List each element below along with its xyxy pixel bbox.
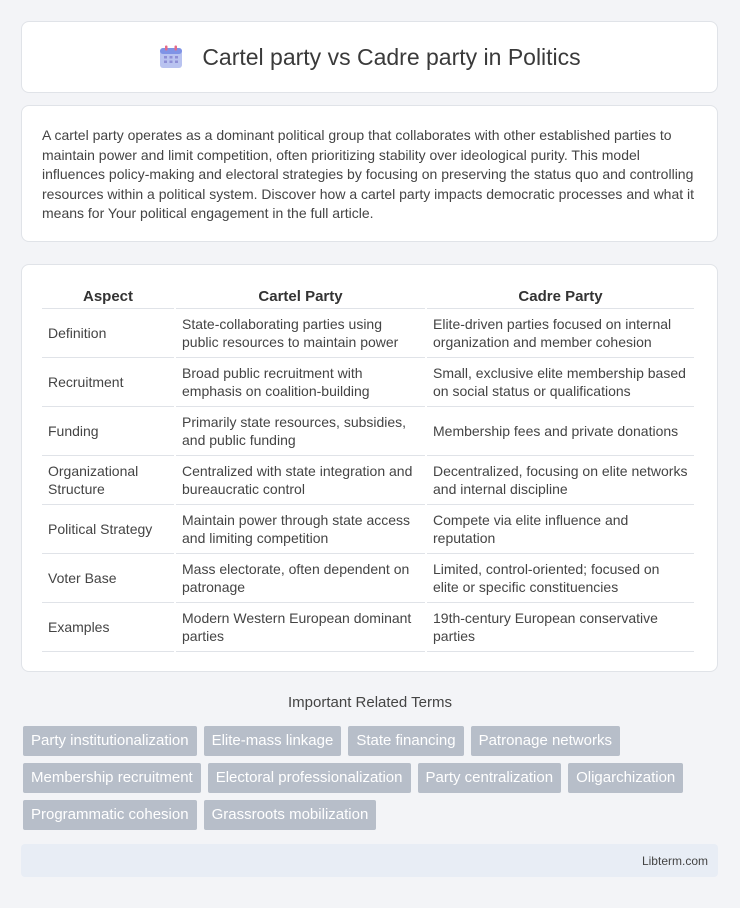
row-cartel: Primarily state resources, subsidies, and public funding [176, 407, 425, 456]
row-cartel: Modern Western European dominant parties [176, 603, 425, 652]
comparison-table [40, 281, 696, 652]
tag-oligarchization[interactable]: Oligarchization [568, 763, 683, 793]
row-aspect: Organizational Structure [42, 456, 174, 505]
related-terms-tags [23, 726, 703, 830]
tag-party-centralization[interactable]: Party centralization [418, 763, 562, 793]
tag-electoral-professionalization[interactable]: Electoral professionalization [208, 763, 411, 793]
table-row [42, 309, 694, 358]
page-title: Cartel party vs Cadre party in Politics [202, 43, 581, 70]
footer-site-link[interactable]: Libterm.com [641, 853, 708, 868]
table-row [42, 505, 694, 554]
title-card [21, 21, 718, 93]
row-cartel: Centralized with state integration and bureaucratic control [176, 456, 425, 505]
tag-patronage-networks[interactable]: Patronage networks [471, 726, 620, 756]
header-cartel-party: Cartel Party [176, 281, 425, 309]
table-header-row [42, 281, 694, 309]
row-cadre: 19th-century European conservative parties [427, 603, 694, 652]
row-cartel: Broad public recruitment with emphasis on coalition-building [176, 358, 425, 407]
tag-programmatic-cohesion[interactable]: Programmatic cohesion [23, 800, 197, 830]
row-cadre: Membership fees and private donations [427, 407, 694, 456]
footer [21, 844, 718, 877]
row-aspect: Examples [42, 603, 174, 652]
tag-elite-mass-linkage[interactable]: Elite-mass linkage [204, 726, 342, 756]
table-row [42, 603, 694, 652]
tag-grassroots-mobilization[interactable]: Grassroots mobilization [204, 800, 377, 830]
tag-party-institutionalization[interactable]: Party institutionalization [23, 726, 197, 756]
row-aspect: Political Strategy [42, 505, 174, 554]
table-row [42, 554, 694, 603]
row-cartel: Maintain power through state access and limiting competition [176, 505, 425, 554]
tag-membership-recruitment[interactable]: Membership recruitment [23, 763, 201, 793]
related-terms-title: Important Related Terms [288, 694, 452, 711]
row-cadre: Limited, control-oriented; focused on elite or specific constituencies [427, 554, 694, 603]
row-aspect: Definition [42, 309, 174, 358]
intro-card [21, 105, 718, 242]
row-cadre: Elite-driven parties focused on internal organization and member cohesion [427, 309, 694, 358]
row-cadre: Decentralized, focusing on elite networks and internal discipline [427, 456, 694, 505]
header-cadre-party: Cadre Party [427, 281, 694, 309]
row-aspect: Recruitment [42, 358, 174, 407]
row-aspect: Funding [42, 407, 174, 456]
table-row [42, 456, 694, 505]
comparison-table-card [21, 264, 718, 672]
table-row [42, 407, 694, 456]
table-row [42, 358, 694, 407]
header-aspect: Aspect [42, 281, 174, 309]
row-cartel: Mass electorate, often dependent on patronage [176, 554, 425, 603]
row-aspect: Voter Base [42, 554, 174, 603]
row-cadre: Compete via elite influence and reputation [427, 505, 694, 554]
calendar-icon [158, 44, 184, 70]
tag-state-financing[interactable]: State financing [348, 726, 463, 756]
intro-text: A cartel party operates as a dominant political group that collaborates with other established parties to maintain power and limit competition, often prioritizing stability over ideological purity. This model influences policy-making and electoral strategies by focusing on preserving the status quo and controlling resources within a political system. Discover how a cartel party impacts democratic processes and what it means for Your political engagement in the full article. [42, 127, 695, 221]
row-cadre: Small, exclusive elite membership based on social status or qualifications [427, 358, 694, 407]
row-cartel: State-collaborating parties using public resources to maintain power [176, 309, 425, 358]
